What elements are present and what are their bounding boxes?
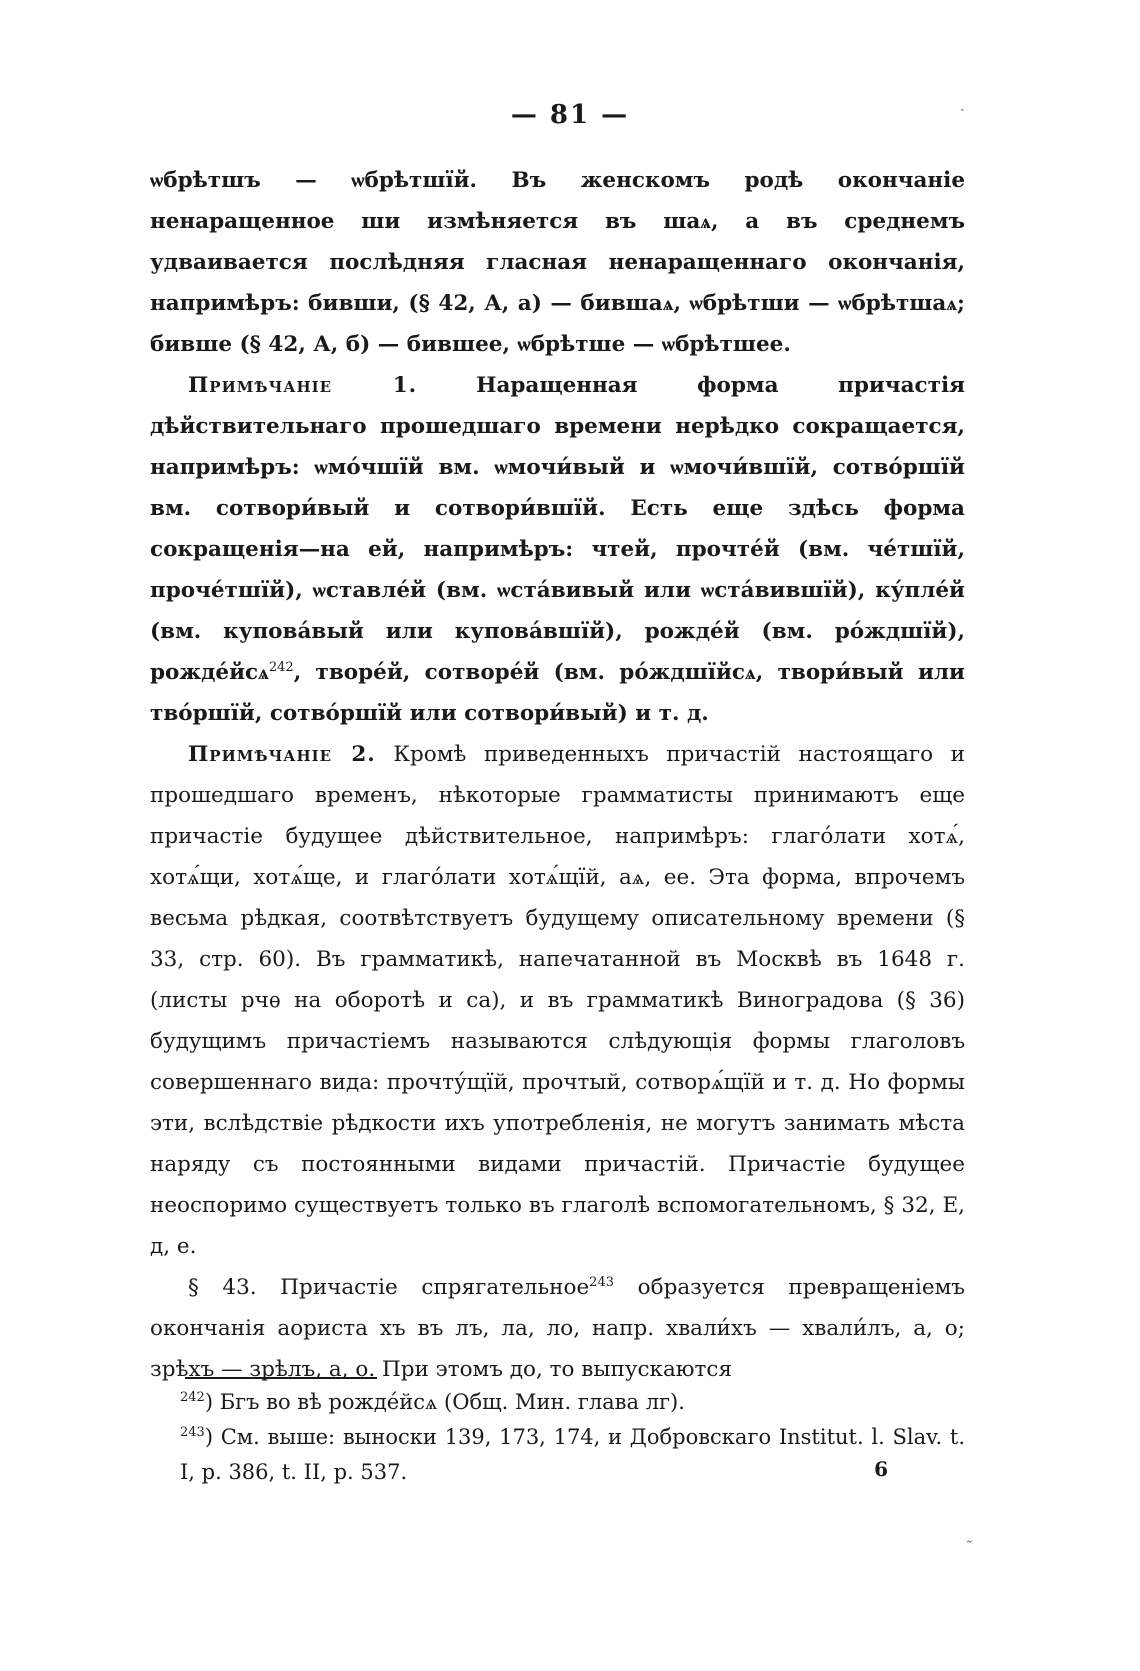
note-1-text-b: , творе́й, сотворе́й (вм. ро́ждшїйсѧ, твори́вый или тво́ршїй, сотво́ршїй или сотвори́вый) и т. д. xyxy=(150,660,965,726)
footnote-number: 243 xyxy=(180,1425,205,1440)
paragraph-note-2 xyxy=(150,734,965,1267)
note-1-text-a: Наращенная форма причастія дѣйствительнаго прошедшаго времени нерѣдко сокращается, напримѣръ: ѡмо́чшїй вм. ѡмочи́вый и ѡмочи́вшїй, сотво́ршїй вм. сотвори́вый и сотвори́вшїй. Есть еще здѣсь форма сокращенія—на ей, напримѣръ: чтей, прочте́й (вм. че́тшїй, проче́тшїй), ѡставле́й (вм. ѡста́вивый или ѡста́вившїй), ку́пле́й (вм. купова́вый или купова́вшїй), рожде́й (вм. ро́ждшїй), рожде́йсѧ xyxy=(150,373,965,685)
signature-mark: 6 xyxy=(874,1457,888,1481)
paragraph-1: ѡбрѣтшъ — ѡбрѣтшїй. Въ женскомъ родѣ окончаніе ненаращенное ши измѣняется въ шаѧ, а въ среднемъ удваивается послѣдняя гласная ненаращеннаго окончанія, напримѣръ: бивши, (§ 42, А, а) — бившаѧ, ѡбрѣтши — ѡбрѣтшаѧ; бивше (§ 42, А, б) — бившее, ѡбрѣтше — ѡбрѣтшее. xyxy=(150,168,965,357)
footnote-text: ) Бгъ во вѣ рожде́йсѧ (Общ. Мин. глава лг). xyxy=(204,1390,685,1414)
footnote-number: 242 xyxy=(180,1390,205,1405)
section-43-text-a: § 43. Причастіе спрягательное xyxy=(188,1275,590,1300)
footnote-ref-242[interactable]: 242 xyxy=(268,659,294,675)
body-text xyxy=(150,160,965,1390)
paragraph-note-1 xyxy=(150,365,965,734)
footnote-243 xyxy=(150,1420,965,1490)
speck-mark: ˷ xyxy=(966,1528,973,1544)
footnote-divider xyxy=(185,1377,377,1379)
footnotes xyxy=(150,1385,965,1490)
footnote-242 xyxy=(150,1385,965,1420)
section-43-text-b: образуется превращеніемъ окончанія аориста хъ въ лъ, ла, ло, напр. хвали́хъ — хвали́лъ, а, о; зрѣхъ — зрѣлъ, а, о. При этомъ до, то выпускаются xyxy=(150,1275,965,1382)
footnote-text: ) См. выше: выноски 139, 173, 174, и Добровскаго Institut. l. Slav. t. I, p. 386, t. II, p. 537. xyxy=(180,1425,965,1484)
page-number: — 81 — xyxy=(510,100,630,130)
note-2-text: Кромѣ приведенныхъ причастій настоящаго и прошедшаго временъ, нѣкоторые грамматисты принимаютъ еще причастіе будущее дѣйствительное, напримѣръ: глаго́лати хотѧ́, хотѧ́щи, хотѧ́ще, и глаго́лати хотѧ́щїй, аѧ, ее. Эта форма, впрочемъ весьма рѣдкая, соотвѣтствуетъ будущему описательному времени (§ 33, стр. 60). Въ грамматикѣ, напечатанной въ Москвѣ въ 1648 г. (листы рчѳ на оборотѣ и са), и въ грамматикѣ Виноградова (§ 36) будущимъ причастіемъ называются слѣдующія формы глаголовъ совершеннаго вида: прочту́щїй, прочтый, сотворѧ́щїй и т. д. Но формы эти, вслѣдствіе рѣдкости ихъ употребленія, не могутъ занимать мѣста наряду съ постоянными видами причастій. Причастіе будущее неоспоримо существуетъ только въ глаголѣ вспомогательномъ, § 32, Е, д, е. xyxy=(150,742,965,1259)
footnote-ref-243[interactable]: 243 xyxy=(589,1274,614,1290)
speck-mark: ˏ xyxy=(960,96,965,112)
note-2-label: Примѣчаніе 2. xyxy=(188,742,376,767)
paragraph-section-43 xyxy=(150,1267,965,1390)
note-1-label: Примѣчаніе 1. xyxy=(188,373,418,398)
